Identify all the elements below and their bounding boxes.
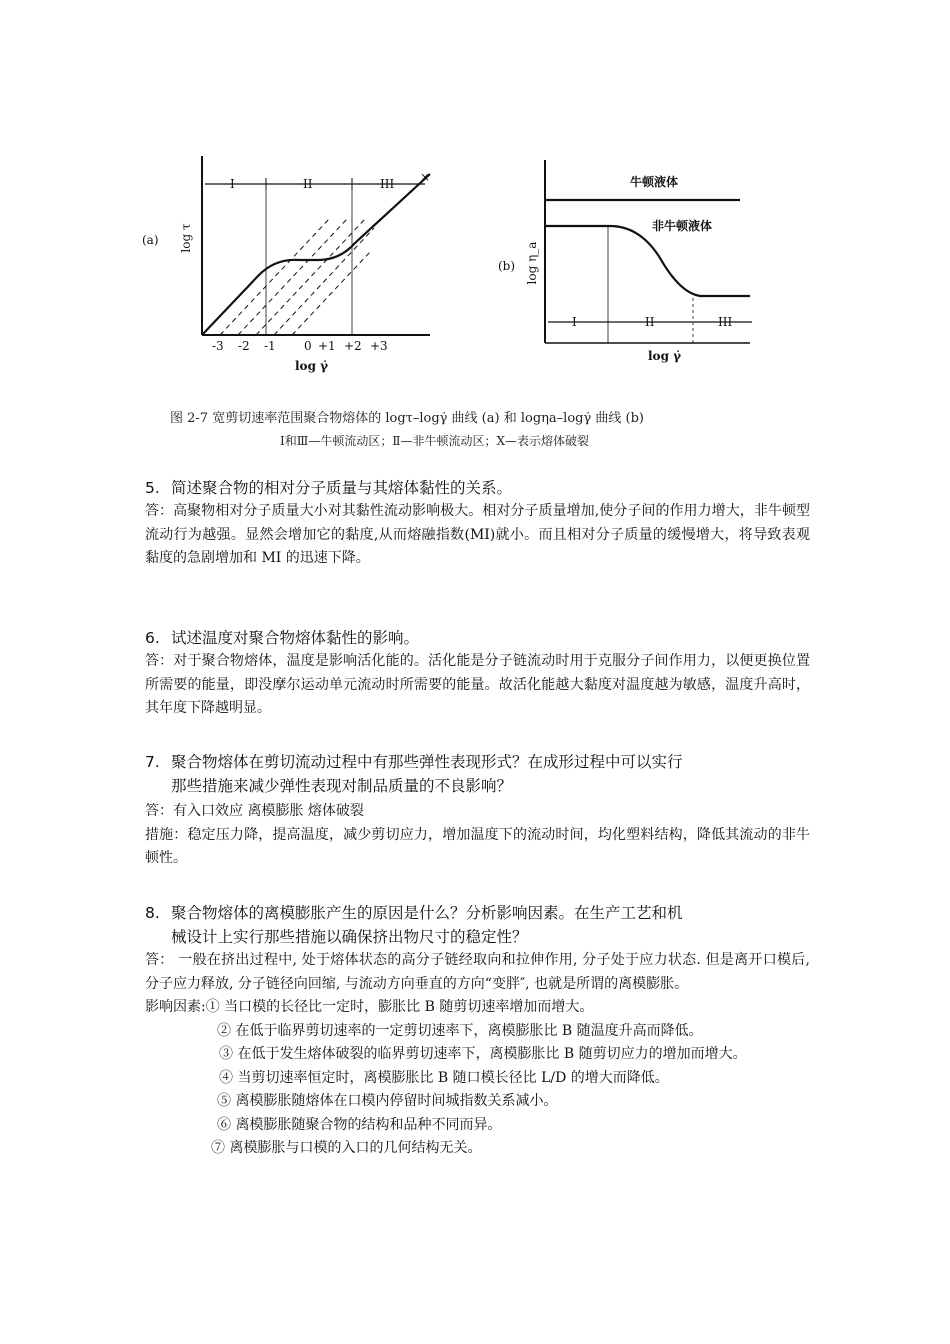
question-number: 8. xyxy=(145,904,160,922)
factor-item: ③ 在低于发生熔体破裂的临界剪切速率下，离模膨胀比 B 随剪切应力的增加而增大。 xyxy=(219,1046,747,1062)
panel-a-label: (a) xyxy=(142,233,159,247)
factor-item: ⑦ 离模膨胀与口模的入口的几何结构无关。 xyxy=(211,1140,482,1156)
panel-a-tick: -1 xyxy=(264,339,276,353)
panel-a-region-1: I xyxy=(230,177,235,191)
answer-7-line-1: 答：有入口效应 离模膨胀 熔体破裂 xyxy=(145,803,364,819)
panel-b-label: (b) xyxy=(498,259,516,273)
panel-a-x-label: log γ̇ xyxy=(295,359,329,373)
caption-line-1: 图 2-7 宽剪切速率范围聚合物熔体的 logτ–logγ̇ 曲线 (a) 和 logηa–logγ̇ 曲线 (b) xyxy=(170,411,644,426)
answer-8-text: 答： 一般在挤出过程中, 处于熔体状态的高分子链经取向和拉伸作用, 分子处于应力状态. 但是离开口模后, 分子应力释放, 分子链径向回缩, 与流动方向垂直的方向“变胖″, 也就是所谓的离模膨胀。 xyxy=(145,952,810,992)
caption-line-2: I和Ⅲ—牛顿流动区；Ⅱ—非牛顿流动区；X—表示熔体破裂 xyxy=(280,434,590,448)
factors-label: 影响因素: xyxy=(145,999,206,1015)
panel-a-y-label: log τ xyxy=(179,223,193,253)
panel-a-dashed-lines xyxy=(220,218,374,335)
answer-8 xyxy=(145,949,810,1161)
panel-a-fracture-mark: × xyxy=(420,170,431,184)
question-number: 7. xyxy=(145,753,160,771)
answer-5: 答：高聚物相对分子质量大小对其黏性流动影响极大。相对分子质量增加,使分子间的作用力增大，非牛顿型流动行为越强。显然会增加它的黏度,从而熔融指数(MI)就小。而且相对分子质量的缓慢增大，将导致表观黏度的急剧增加和 MI 的迅速下降。 xyxy=(145,503,810,566)
factor-item: ② 在低于临界剪切速率的一定剪切速率下，离模膨胀比 B 随温度升高而降低。 xyxy=(217,1022,703,1039)
panel-a-region-3: III xyxy=(380,177,395,191)
question-5 xyxy=(145,476,810,500)
figure-caption xyxy=(170,408,820,452)
question-8 xyxy=(145,901,810,949)
answer-7-line-2: 措施：稳定压力降，提高温度，减少剪切应力，增加温度下的流动时间，均化塑料结构，降低其流动的非牛顿性。 xyxy=(145,826,810,866)
question-title: 简述聚合物的相对分子质量与其熔体黏性的关系。 xyxy=(171,479,513,497)
panel-a-tick: +2 xyxy=(344,339,362,353)
panel-a-curve xyxy=(202,174,430,335)
question-title-line-1: 聚合物熔体在剪切流动过程中有那些弹性表现形式？在成形过程中可以实行 xyxy=(171,753,683,771)
panel-a-tick: +3 xyxy=(370,339,388,353)
question-title-line-2: 械设计上实行那些措施以确保挤出物尺寸的稳定性？ xyxy=(171,928,528,946)
panel-a-tick: -2 xyxy=(238,339,250,353)
answer-7 xyxy=(145,800,810,871)
panel-b-region-1: I xyxy=(572,315,577,329)
question-number: 5. xyxy=(145,479,160,497)
question-title: 试述温度对聚合物熔体黏性的影响。 xyxy=(171,629,420,647)
question-number: 6. xyxy=(145,629,160,647)
factor-item: ① 当口模的长径比一定时，膨胀比 B 随剪切速率增加而增大。 xyxy=(205,999,594,1015)
panel-a-tick: -3 xyxy=(212,339,224,353)
panel-b-curve xyxy=(545,226,750,296)
figure-svg xyxy=(140,148,820,408)
panel-a-tick: +1 xyxy=(318,339,336,353)
question-7 xyxy=(145,750,810,798)
factor-item: ④ 当剪切速率恒定时，离模膨胀比 B 随口模长径比 L/D 的增大而降低。 xyxy=(219,1069,669,1086)
panel-b-y-label: log η_a xyxy=(525,241,539,285)
question-title-line-1: 聚合物熔体的离模膨胀产生的原因是什么？分析影响因素。在生产工艺和机 xyxy=(171,904,683,922)
factor-item: ⑤ 离模膨胀随熔体在口模内停留时间城指数关系减小。 xyxy=(217,1093,558,1109)
panel-b-non-newtonian-label: 非牛顿液体 xyxy=(652,219,713,233)
question-title-line-2: 那些措施来减少弹性表现对制品质量的不良影响？ xyxy=(171,777,513,795)
panel-b-x-label: log γ̇ xyxy=(648,349,682,363)
panel-b-region-2: II xyxy=(645,315,655,329)
factor-item: ⑥ 离模膨胀随聚合物的结构和品种不同而异。 xyxy=(217,1116,502,1133)
panel-a-tick: 0 xyxy=(304,339,312,353)
answer-8-factors xyxy=(145,996,810,1161)
panel-b-region-3: III xyxy=(718,315,733,329)
question-6 xyxy=(145,626,810,650)
panel-a xyxy=(142,156,430,373)
panel-b-newtonian-label: 牛顿液体 xyxy=(630,175,679,189)
answer-6: 答：对于聚合物熔体，温度是影响活化能的。活化能是分子链流动时用于克服分子间作用力，以便更换位置所需要的能量，即没摩尔运动单元流动时所需要的能量。故活化能越大黏度对温度越为敏感，温度升高时，其年度下降越明显。 xyxy=(145,653,810,716)
panel-a-region-2: II xyxy=(303,177,313,191)
panel-b xyxy=(498,160,752,363)
